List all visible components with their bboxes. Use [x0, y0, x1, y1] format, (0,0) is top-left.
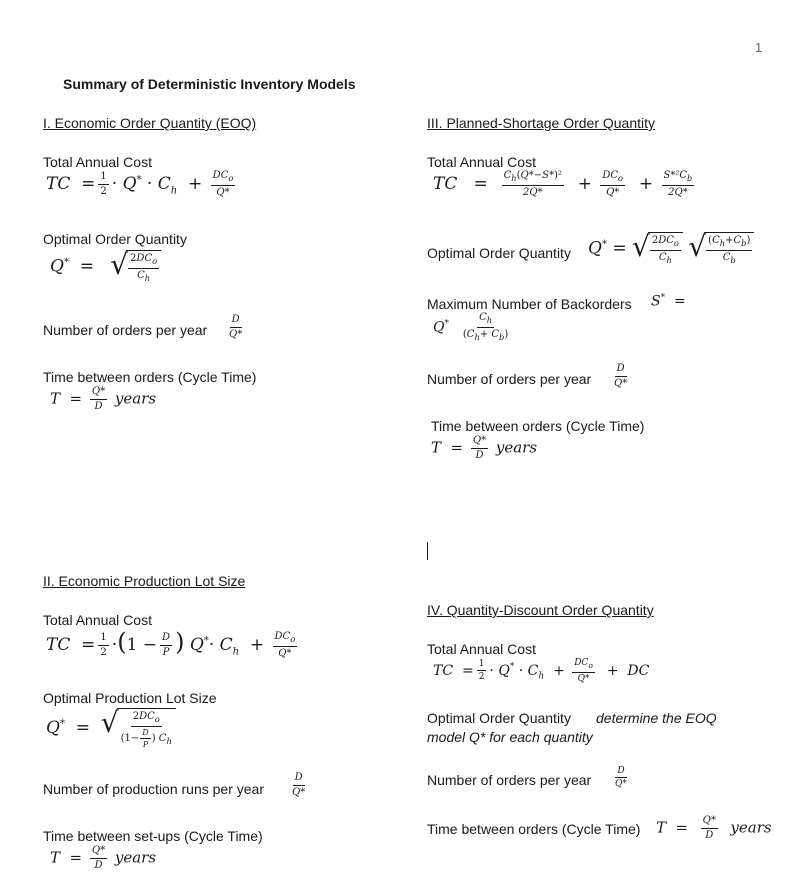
eoq-orders-formula: $\frac{D}{Q*}$	[229, 314, 243, 340]
discount-heading: IV. Quantity-Discount Order Quantity	[427, 602, 654, 618]
shortage-total-cost-formula: TC = $\frac{C_h(Q*-S*)^2}{2Q*}$ + $\frac{DC_o}{Q*}$ + $\frac{S*^2C_b}{2Q*}$	[433, 170, 693, 198]
discount-optimal-label: Optimal Order Quantity	[427, 710, 571, 726]
shortage-orders-label: Number of orders per year	[427, 371, 592, 387]
discount-optimal-note2: model Q* for each quantity	[427, 729, 593, 745]
shortage-orders-formula: $\frac{D}{Q*}$	[614, 363, 628, 389]
shortage-years: years	[495, 438, 538, 457]
epl-optimal-label: Optimal Production Lot Size	[43, 690, 217, 706]
eoq-heading: I. Economic Order Quantity (EOQ)	[43, 115, 257, 131]
eoq-cycle-formula: T = $\frac{Q*}{D}$ years	[50, 386, 157, 412]
epl-runs-label: Number of production runs per year	[43, 781, 264, 797]
text-cursor	[427, 542, 428, 560]
eoq-orders-label: Number of orders per year	[43, 322, 208, 338]
epl-runs-formula: $\frac{D}{Q*}$	[292, 772, 306, 798]
shortage-backorders-s: S* =	[651, 293, 686, 310]
discount-orders-label: Number of orders per year	[427, 772, 592, 788]
epl-cycle-formula: T = $\frac{Q*}{D}$ years	[50, 845, 157, 871]
eoq-total-cost-label: Total Annual Cost	[43, 154, 152, 170]
shortage-total-cost-label: Total Annual Cost	[427, 154, 536, 170]
shortage-backorders-label: Maximum Number of Backorders	[427, 296, 632, 312]
epl-total-cost-label: Total Annual Cost	[43, 612, 152, 628]
discount-orders-formula: $\frac{D}{Q*}$	[615, 766, 627, 789]
shortage-cycle-formula: T = $\frac{Q*}{D}$ years	[431, 435, 538, 461]
eoq-optimal-formula: Q* = √ $\frac{2DC_o}{C_h}$	[50, 250, 161, 284]
eoq-years: years	[114, 389, 157, 408]
eoq-optimal-label: Optimal Order Quantity	[43, 231, 187, 247]
discount-cycle-label: Time between orders (Cycle Time)	[427, 821, 641, 837]
document-title: Summary of Deterministic Inventory Models	[63, 76, 356, 92]
shortage-cycle-label: Time between orders (Cycle Time)	[431, 418, 645, 434]
discount-cycle-formula: T = $\frac{Q*}{D}$ years	[656, 815, 772, 841]
epl-heading: II. Economic Production Lot Size	[43, 573, 246, 589]
page-number: 1	[755, 40, 763, 55]
discount-total-cost-formula: TC = $\frac{1}{2}$ · $Q^* \cdot C_h$ + $\frac{DC_o}{Q*}$ + DC	[433, 658, 650, 684]
shortage-optimal-formula: Q* = √ $\frac{2DC_o}{C_h}$ √ $\frac{(C_h+C_b)}{C_b}$	[588, 232, 754, 266]
epl-cycle-label: Time between set-ups (Cycle Time)	[43, 828, 263, 844]
discount-total-cost-label: Total Annual Cost	[427, 641, 536, 657]
eoq-cycle-label: Time between orders (Cycle Time)	[43, 369, 257, 385]
shortage-optimal-label: Optimal Order Quantity	[427, 245, 571, 261]
eoq-total-cost-formula: TC = $\frac{1}{2}$ · $Q^* \cdot C_h$ + $\frac{DC_o}{Q*}$	[46, 170, 234, 198]
discount-years: years	[730, 818, 772, 837]
discount-optimal-note: determine the EOQ	[596, 710, 717, 726]
shortage-backorders-formula: Q* $\frac{C_h}{(C_h+ C_b)}$	[433, 312, 509, 342]
epl-total-cost-formula: TC = $\frac{1}{2}$ ·(1 − $\frac{D}{P}$ ) $Q^*\cdot C_h$ + $\frac{DC_o}{Q*}$	[46, 628, 296, 659]
epl-optimal-formula: Q* = √ $2DC_o$ (1− $\frac{D}{P}$ ) $C_h$	[46, 708, 176, 749]
shortage-heading: III. Planned-Shortage Order Quantity	[427, 115, 656, 131]
epl-years: years	[114, 848, 157, 867]
